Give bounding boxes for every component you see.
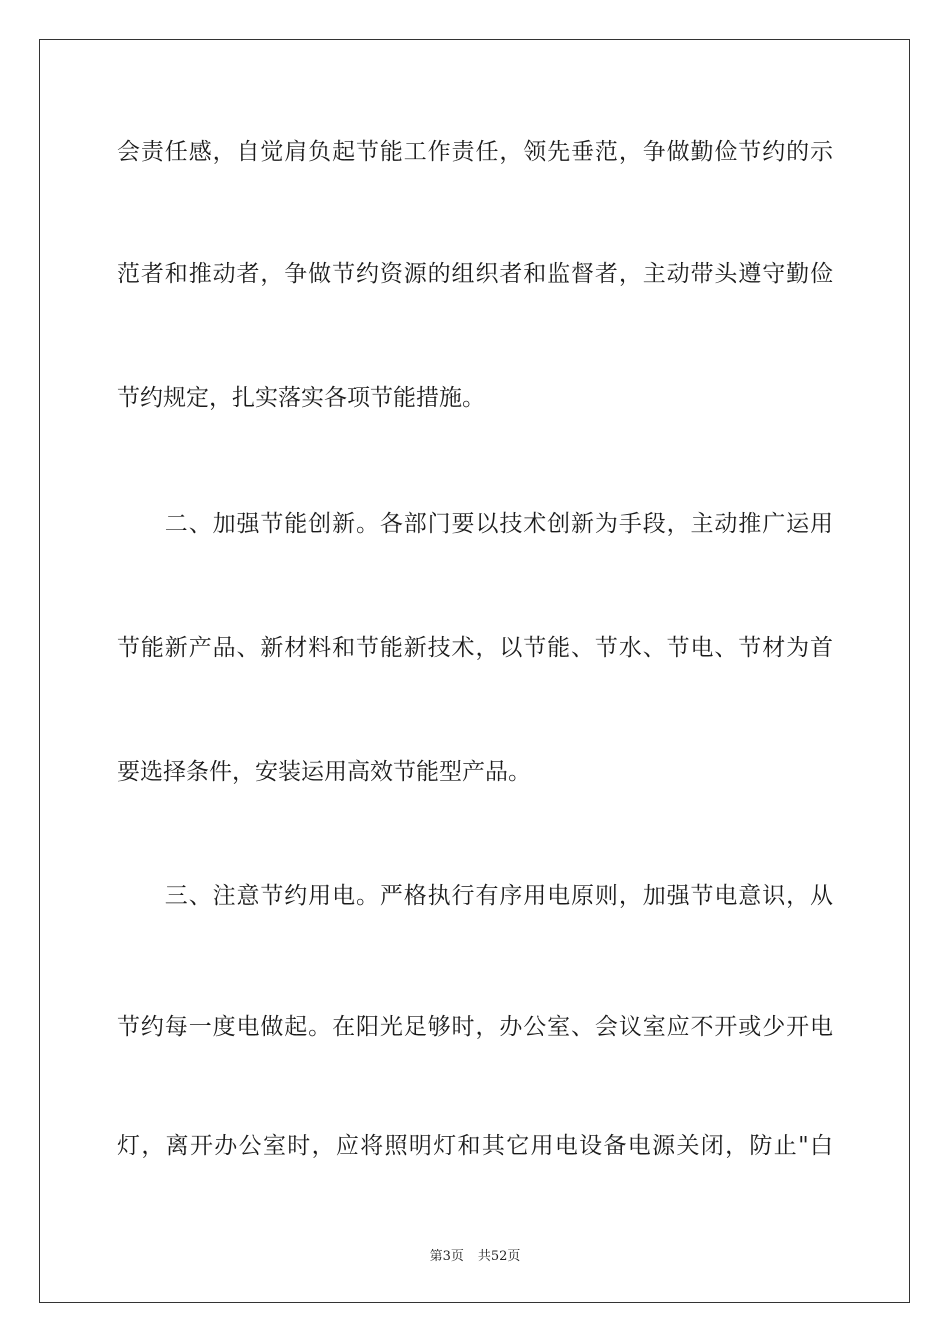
paragraph-line: 灯，离开办公室时，应将照明灯和其它用电设备电源关闭，防止"白: [117, 1133, 833, 1159]
page-footer: [0, 1249, 950, 1265]
paragraph-line: 三、注意节约用电。严格执行有序用电原则，加强节电意识，从: [117, 883, 833, 909]
page-number: 第3页: [429, 1249, 464, 1264]
paragraph-line: 节约规定，扎实落实各项节能措施。: [117, 385, 485, 411]
page-total: 共52页: [477, 1249, 521, 1264]
paragraph-line: 节能新产品、新材料和节能新技术，以节能、节水、节电、节材为首: [117, 635, 833, 661]
paragraph-line: 范者和推动者，争做节约资源的组织者和监督者，主动带头遵守勤俭: [117, 261, 833, 287]
paragraph-line: 节约每一度电做起。在阳光足够时，办公室、会议室应不开或少开电: [117, 1014, 833, 1040]
paragraph-line: 二、加强节能创新。各部门要以技术创新为手段，主动推广运用: [117, 511, 833, 537]
page-border: [39, 39, 910, 1303]
paragraph-line: 要选择条件，安装运用高效节能型产品。: [117, 759, 531, 785]
paragraph-line: 会责任感，自觉肩负起节能工作责任，领先垂范，争做勤俭节约的示: [117, 139, 833, 165]
